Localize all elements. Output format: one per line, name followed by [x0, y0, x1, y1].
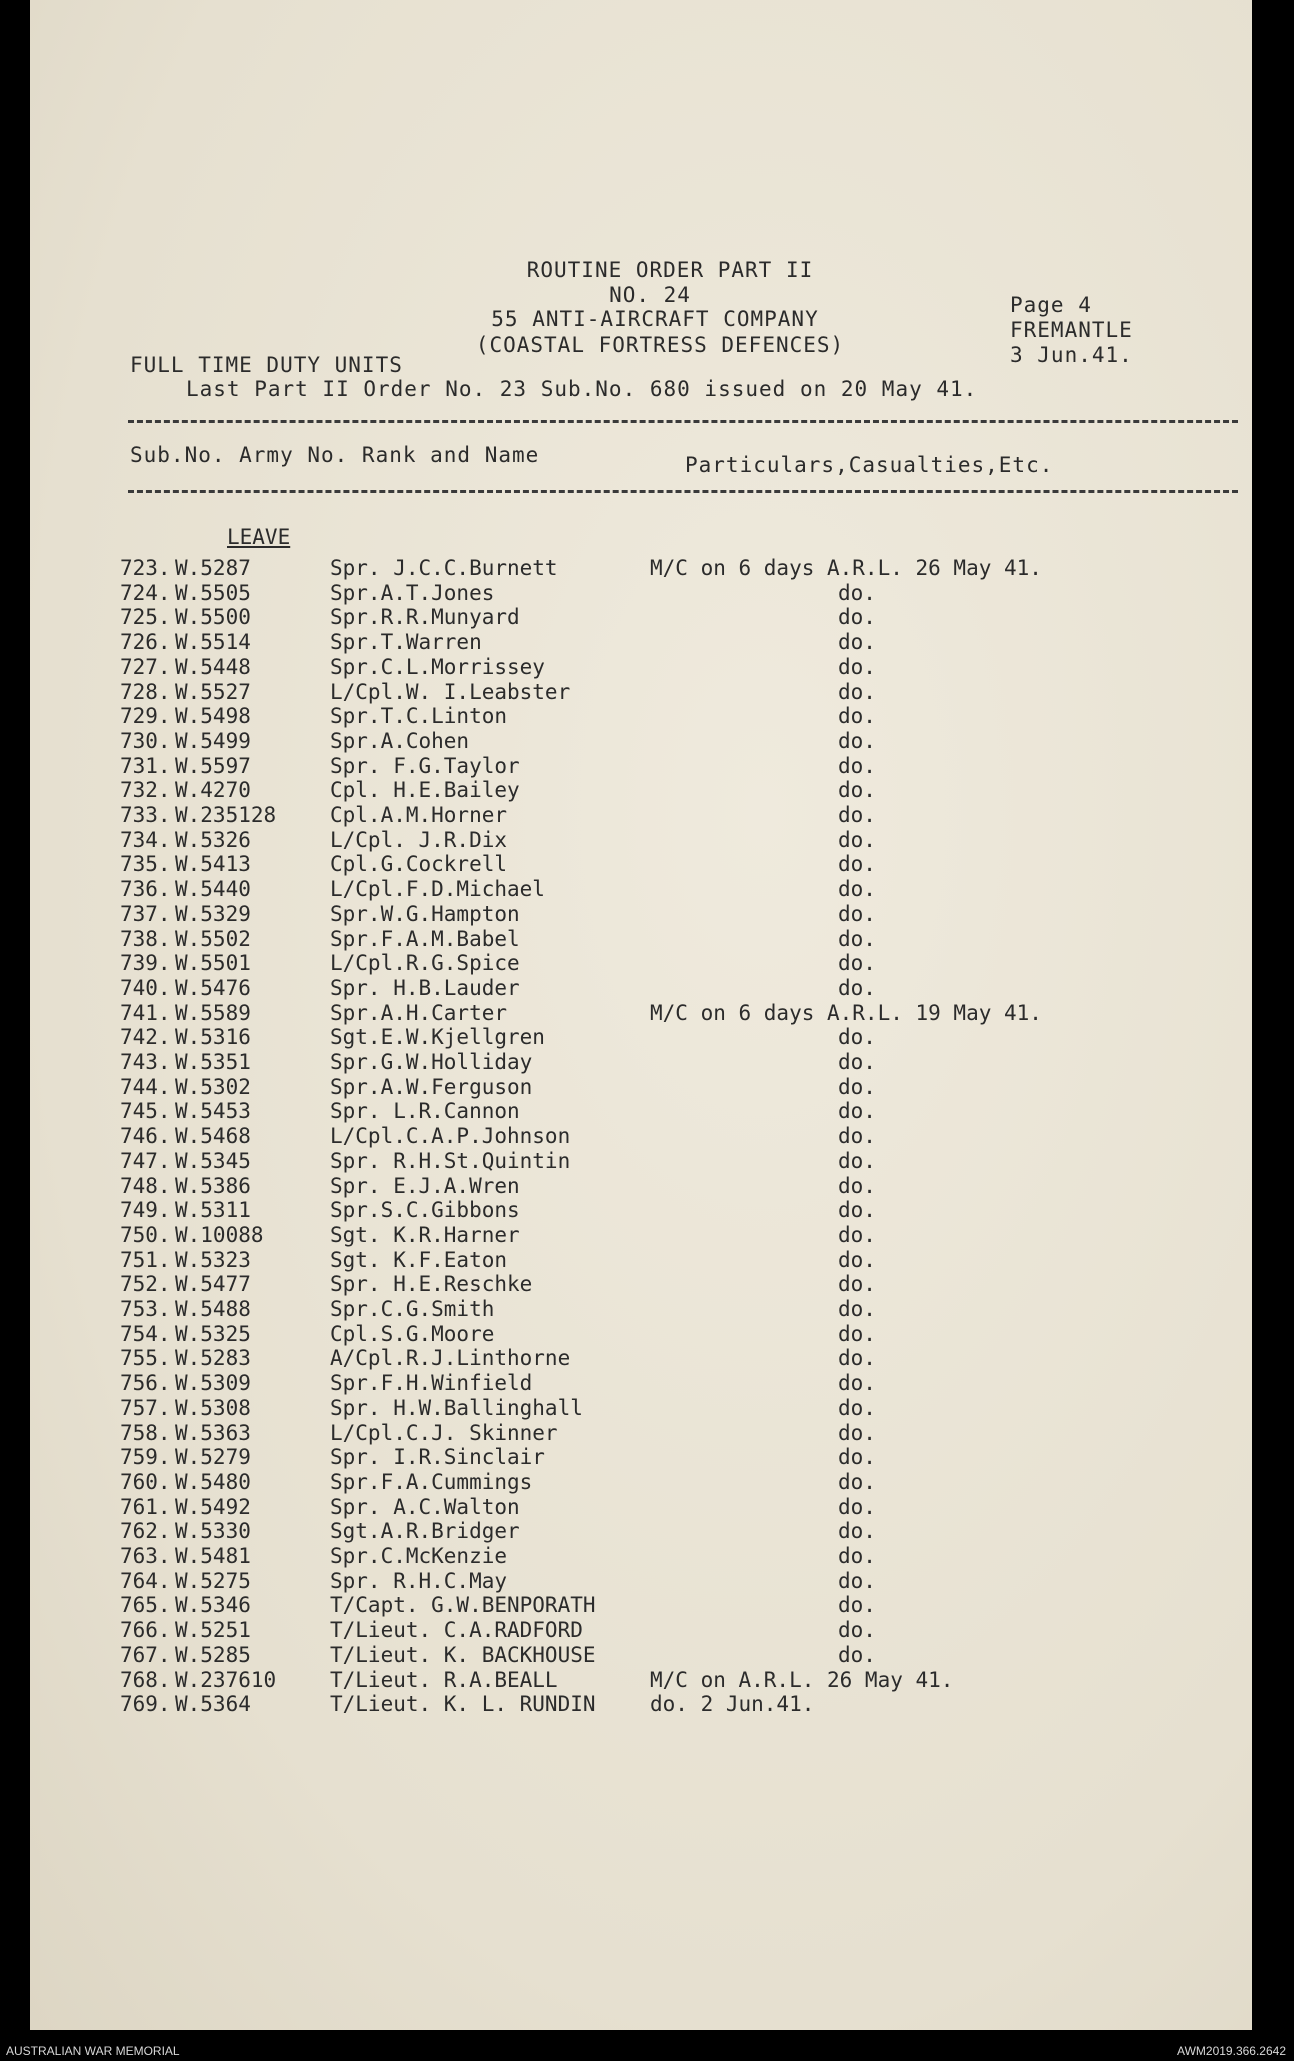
footer-source: AUSTRALIAN WAR MEMORIAL	[6, 2044, 180, 2058]
rank-and-name: Sgt.E.W.Kjellgren	[330, 1025, 545, 1050]
rank-and-name: Spr.G.W.Holliday	[330, 1050, 533, 1074]
particulars: do.	[838, 1371, 876, 1396]
sub-number: 744.	[120, 1074, 171, 1099]
particulars: do.	[838, 1025, 876, 1050]
particulars: do.	[838, 1420, 876, 1445]
table-row	[30, 1223, 1252, 1247]
rank-and-name: A/Cpl.R.J.Linthorne	[330, 1346, 571, 1371]
table-row	[30, 1297, 1252, 1321]
particulars: do.	[838, 1173, 876, 1198]
sub-number: 738.	[120, 926, 171, 951]
particulars: do.	[838, 654, 876, 679]
particulars: do.	[838, 1050, 876, 1074]
rank-and-name: Spr.A.W.Ferguson	[330, 1074, 533, 1099]
last-order-note: Last Part II Order No. 23 Sub.No. 680 issued on 20 May 41.	[186, 377, 978, 401]
particulars: M/C on A.R.L. 26 May 41.	[650, 1667, 954, 1692]
army-number: W.5302	[175, 1074, 251, 1099]
table-row	[30, 951, 1252, 975]
section-title: LEAVE	[227, 525, 291, 549]
table-row	[30, 1025, 1252, 1049]
rank-and-name: Spr. I.R.Sinclair	[330, 1445, 545, 1470]
table-row	[30, 729, 1252, 753]
rank-and-name: Spr. F.G.Taylor	[330, 753, 520, 778]
table-row	[30, 1495, 1252, 1519]
rank-and-name: T/Lieut. K. BACKHOUSE	[330, 1642, 596, 1667]
army-number: W.5279	[175, 1445, 251, 1470]
army-number: W.5476	[175, 975, 251, 1000]
army-number: W.5275	[175, 1568, 251, 1593]
particulars: do.	[838, 753, 876, 778]
column-header-right: Particulars,Casualties,Etc.	[685, 453, 1054, 477]
army-number: W.5468	[175, 1124, 251, 1149]
army-number: W.235128	[175, 803, 277, 827]
sub-number: 739.	[120, 951, 171, 976]
rank-and-name: Spr. J.C.C.Burnett	[330, 556, 558, 580]
table-row	[30, 1421, 1252, 1445]
sub-number: 728.	[120, 679, 171, 704]
sub-number: 757.	[120, 1395, 171, 1420]
particulars: do. 2 Jun.41.	[650, 1692, 815, 1717]
army-number: W.237610	[175, 1667, 277, 1692]
particulars: do.	[838, 1198, 876, 1223]
particulars: do.	[838, 580, 876, 605]
particulars: do.	[838, 1148, 876, 1173]
table-row	[30, 1174, 1252, 1198]
column-header-left: Sub.No. Army No. Rank and Name	[130, 443, 540, 467]
army-number: W.5505	[175, 580, 251, 605]
particulars: M/C on 6 days A.R.L. 26 May 41.	[650, 556, 1042, 580]
table-row	[30, 1519, 1252, 1543]
rank-and-name: L/Cpl. J.R.Dix	[330, 827, 508, 852]
particulars: do.	[838, 951, 876, 976]
rank-and-name: L/Cpl.F.D.Michael	[330, 877, 545, 902]
particulars: do.	[838, 1222, 876, 1247]
army-number: W.5502	[175, 926, 251, 951]
table-row	[30, 976, 1252, 1000]
sub-number: 755.	[120, 1346, 171, 1371]
sub-number: 761.	[120, 1494, 171, 1519]
sub-number: 758.	[120, 1420, 171, 1445]
army-number: W.5527	[175, 679, 251, 704]
table-row	[30, 754, 1252, 778]
sub-number: 725.	[120, 605, 171, 630]
army-number: W.5316	[175, 1025, 251, 1050]
sub-number: 767.	[120, 1642, 171, 1667]
particulars: do.	[838, 778, 876, 803]
table-row	[30, 1075, 1252, 1099]
footer	[0, 2040, 1294, 2061]
table-row	[30, 927, 1252, 951]
sub-number: 748.	[120, 1173, 171, 1198]
particulars: do.	[838, 975, 876, 1000]
sub-number: 729.	[120, 704, 171, 729]
sub-number: 760.	[120, 1469, 171, 1494]
rank-and-name: Spr.F.A.M.Babel	[330, 926, 520, 951]
sub-number: 723.	[120, 556, 171, 580]
army-number: W.5453	[175, 1099, 251, 1124]
sub-number: 751.	[120, 1247, 171, 1272]
army-number: W.5311	[175, 1198, 251, 1223]
particulars: do.	[838, 1074, 876, 1099]
sub-number: 765.	[120, 1593, 171, 1618]
particulars: do.	[838, 630, 876, 655]
particulars: do.	[838, 1099, 876, 1124]
particulars: do.	[838, 827, 876, 852]
table-row	[30, 1569, 1252, 1593]
army-number: W.5308	[175, 1395, 251, 1420]
sub-number: 742.	[120, 1025, 171, 1050]
particulars: do.	[838, 901, 876, 926]
table-row	[30, 1593, 1252, 1617]
page-number: Page 4	[1010, 293, 1092, 317]
rank-and-name: L/Cpl.C.A.P.Johnson	[330, 1124, 571, 1149]
table-row	[30, 902, 1252, 926]
place-name: FREMANTLE	[1010, 318, 1133, 342]
army-number: W.5287	[175, 556, 251, 580]
particulars: do.	[838, 1395, 876, 1420]
sub-number: 734.	[120, 827, 171, 852]
army-number: W.5351	[175, 1050, 251, 1074]
sub-number: 731.	[120, 753, 171, 778]
rank-and-name: T/Lieut. K. L. RUNDIN	[330, 1692, 596, 1717]
sub-number: 763.	[120, 1544, 171, 1568]
sub-number: 768.	[120, 1667, 171, 1692]
sub-number: 754.	[120, 1321, 171, 1346]
particulars: do.	[838, 1544, 876, 1568]
rank-and-name: Spr. E.J.A.Wren	[330, 1173, 520, 1198]
particulars: do.	[838, 1494, 876, 1519]
army-number: W.5330	[175, 1519, 251, 1544]
army-number: W.5477	[175, 1272, 251, 1297]
rank-and-name: Spr.S.C.Gibbons	[330, 1198, 520, 1223]
company-subtitle: (COASTAL FORTRESS DEFENCES)	[475, 333, 845, 357]
rank-and-name: Spr. L.R.Cannon	[330, 1099, 520, 1124]
divider-top	[128, 420, 1238, 423]
sub-number: 749.	[120, 1198, 171, 1223]
rank-and-name: Spr. H.W.Ballinghall	[330, 1395, 583, 1420]
rank-and-name: Spr.F.A.Cummings	[330, 1469, 533, 1494]
table-row	[30, 1668, 1252, 1692]
rank-and-name: Spr. A.C.Walton	[330, 1494, 520, 1519]
sub-number: 762.	[120, 1519, 171, 1544]
particulars: do.	[838, 1272, 876, 1297]
army-number: W.5480	[175, 1469, 251, 1494]
sub-number: 764.	[120, 1568, 171, 1593]
particulars: do.	[838, 803, 876, 827]
army-number: W.5500	[175, 605, 251, 630]
sub-number: 726.	[120, 630, 171, 655]
rank-and-name: Sgt.A.R.Bridger	[330, 1519, 520, 1544]
particulars: do.	[838, 1445, 876, 1470]
rank-and-name: T/Capt. G.W.BENPORATH	[330, 1593, 596, 1618]
table-row	[30, 605, 1252, 629]
particulars: do.	[838, 728, 876, 753]
army-number: W.5251	[175, 1618, 251, 1643]
rank-and-name: Spr.R.R.Munyard	[330, 605, 520, 630]
rank-and-name: Spr.W.G.Hampton	[330, 901, 520, 926]
army-number: W.5498	[175, 704, 251, 729]
table-row	[30, 1346, 1252, 1370]
army-number: W.5597	[175, 753, 251, 778]
army-number: W.5345	[175, 1148, 251, 1173]
sub-number: 737.	[120, 901, 171, 926]
sub-number: 741.	[120, 1000, 171, 1025]
particulars: do.	[838, 1642, 876, 1667]
sub-number: 727.	[120, 654, 171, 679]
order-title: ROUTINE ORDER PART II	[526, 258, 814, 282]
company-name: 55 ANTI-AIRCRAFT COMPANY	[491, 307, 819, 331]
army-number: W.5492	[175, 1494, 251, 1519]
sub-number: 733.	[120, 803, 171, 827]
footer-reference: AWM2019.366.2642	[1177, 2044, 1286, 2058]
sub-number: 732.	[120, 778, 171, 803]
table-row	[30, 581, 1252, 605]
rank-and-name: L/Cpl.C.J. Skinner	[330, 1420, 558, 1445]
army-number: W.5514	[175, 630, 251, 655]
particulars: do.	[838, 1519, 876, 1544]
army-number: W.5364	[175, 1692, 251, 1717]
rank-and-name: Sgt. K.F.Eaton	[330, 1247, 508, 1272]
rank-and-name: T/Lieut. R.A.BEALL	[330, 1667, 558, 1692]
sub-number: 745.	[120, 1099, 171, 1124]
order-number: NO. 24	[609, 283, 691, 307]
table-row	[30, 852, 1252, 876]
particulars: do.	[838, 1124, 876, 1149]
particulars: do.	[838, 679, 876, 704]
sub-number: 743.	[120, 1050, 171, 1074]
table-row	[30, 1149, 1252, 1173]
table-row	[30, 556, 1252, 580]
army-number: W.5488	[175, 1297, 251, 1321]
army-number: W.5448	[175, 654, 251, 679]
particulars: do.	[838, 1297, 876, 1321]
sub-number: 735.	[120, 852, 171, 877]
army-number: W.5413	[175, 852, 251, 877]
particulars: do.	[838, 852, 876, 877]
particulars: do.	[838, 1618, 876, 1643]
table-row	[30, 877, 1252, 901]
sub-number: 740.	[120, 975, 171, 1000]
particulars: do.	[838, 926, 876, 951]
table-row	[30, 630, 1252, 654]
units-heading: FULL TIME DUTY UNITS	[130, 353, 403, 377]
table-row	[30, 655, 1252, 679]
table-row	[30, 1198, 1252, 1222]
sub-number: 750.	[120, 1222, 171, 1247]
table-row	[30, 1396, 1252, 1420]
table-row	[30, 1248, 1252, 1272]
sub-number: 766.	[120, 1618, 171, 1643]
particulars: do.	[838, 605, 876, 630]
rank-and-name: L/Cpl.W. I.Leabster	[330, 679, 571, 704]
table-row	[30, 1001, 1252, 1025]
sub-number: 759.	[120, 1445, 171, 1470]
particulars: do.	[838, 1346, 876, 1371]
army-number: W.5499	[175, 728, 251, 753]
sub-number: 747.	[120, 1148, 171, 1173]
rank-and-name: Spr.A.T.Jones	[330, 580, 495, 605]
army-number: W.5386	[175, 1173, 251, 1198]
sub-number: 753.	[120, 1297, 171, 1321]
army-number: W.5501	[175, 951, 251, 976]
table-row	[30, 1544, 1252, 1568]
army-number: W.5481	[175, 1544, 251, 1568]
army-number: W.10088	[175, 1222, 264, 1247]
order-date: 3 Jun.41.	[1010, 343, 1133, 367]
army-number: W.5309	[175, 1371, 251, 1396]
particulars: M/C on 6 days A.R.L. 19 May 41.	[650, 1000, 1042, 1025]
army-number: W.5589	[175, 1000, 251, 1025]
rank-and-name: Cpl.S.G.Moore	[330, 1321, 495, 1346]
table-row	[30, 1099, 1252, 1123]
particulars: do.	[838, 1321, 876, 1346]
particulars: do.	[838, 1469, 876, 1494]
army-number: W.5285	[175, 1642, 251, 1667]
rank-and-name: L/Cpl.R.G.Spice	[330, 951, 520, 976]
particulars: do.	[838, 1247, 876, 1272]
sub-number: 756.	[120, 1371, 171, 1396]
rank-and-name: Spr.C.McKenzie	[330, 1544, 508, 1568]
army-number: W.5323	[175, 1247, 251, 1272]
army-number: W.5329	[175, 901, 251, 926]
table-row	[30, 680, 1252, 704]
table-row	[30, 1124, 1252, 1148]
sub-number: 752.	[120, 1272, 171, 1297]
particulars: do.	[838, 704, 876, 729]
rank-and-name: Spr. H.E.Reschke	[330, 1272, 533, 1297]
rank-and-name: T/Lieut. C.A.RADFORD	[330, 1618, 583, 1643]
army-number: W.5363	[175, 1420, 251, 1445]
sub-number: 736.	[120, 877, 171, 902]
army-number: W.4270	[175, 778, 251, 803]
rank-and-name: Spr. R.H.C.May	[330, 1568, 508, 1593]
table-row	[30, 704, 1252, 728]
sub-number: 746.	[120, 1124, 171, 1149]
army-number: W.5283	[175, 1346, 251, 1371]
rank-and-name: Spr. R.H.St.Quintin	[330, 1148, 571, 1173]
sub-number: 769.	[120, 1692, 171, 1717]
rank-and-name: Spr.T.Warren	[330, 630, 482, 655]
sub-number: 730.	[120, 728, 171, 753]
table-row	[30, 1050, 1252, 1074]
divider-bottom	[128, 490, 1238, 493]
particulars: do.	[838, 877, 876, 902]
rank-and-name: Cpl. H.E.Bailey	[330, 778, 520, 803]
table-row	[30, 1322, 1252, 1346]
particulars: do.	[838, 1568, 876, 1593]
rank-and-name: Spr.T.C.Linton	[330, 704, 508, 729]
rank-and-name: Spr.A.H.Carter	[330, 1000, 508, 1025]
table-row	[30, 1470, 1252, 1494]
table-row	[30, 1371, 1252, 1395]
army-number: W.5346	[175, 1593, 251, 1618]
table-row	[30, 1445, 1252, 1469]
document-page	[30, 0, 1252, 2030]
army-number: W.5326	[175, 827, 251, 852]
table-row	[30, 1643, 1252, 1667]
table-row	[30, 778, 1252, 802]
rank-and-name: Spr.F.H.Winfield	[330, 1371, 533, 1396]
rank-and-name: Spr.A.Cohen	[330, 728, 470, 753]
table-row	[30, 1618, 1252, 1642]
table-row	[30, 803, 1252, 827]
particulars: do.	[838, 1593, 876, 1618]
army-number: W.5325	[175, 1321, 251, 1346]
table-row	[30, 828, 1252, 852]
table-row	[30, 1692, 1252, 1716]
rank-and-name: Spr. H.B.Lauder	[330, 975, 520, 1000]
rank-and-name: Sgt. K.R.Harner	[330, 1222, 520, 1247]
rank-and-name: Cpl.A.M.Horner	[330, 803, 508, 827]
table-row	[30, 1272, 1252, 1296]
army-number: W.5440	[175, 877, 251, 902]
rank-and-name: Spr.C.L.Morrissey	[330, 654, 545, 679]
rank-and-name: Cpl.G.Cockrell	[330, 852, 508, 877]
rank-and-name: Spr.C.G.Smith	[330, 1297, 495, 1321]
sub-number: 724.	[120, 580, 171, 605]
